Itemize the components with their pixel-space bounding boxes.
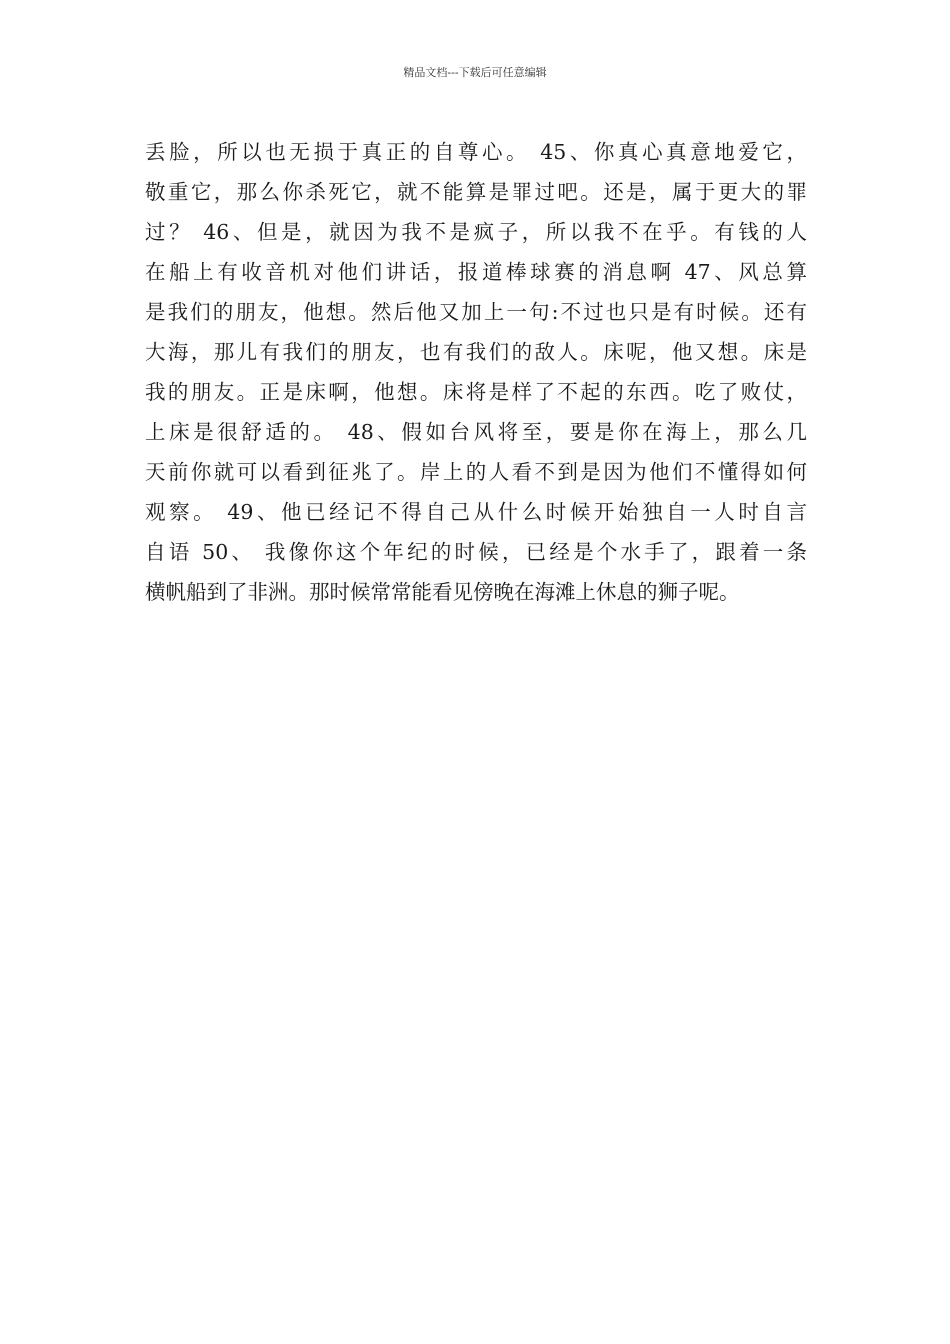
text-line: 是我们的朋友，他想。然后他又加上一句:不过也只是有时候。还有 <box>145 300 807 324</box>
text-line: 大海，那儿有我们的朋友，也有我们的敌人。床呢，他又想。床是 <box>145 340 807 364</box>
body-text <box>145 132 807 612</box>
text-line: 上床是很舒适的。 48、假如台风将至，要是你在海上，那么几 <box>145 420 807 444</box>
text-line: 敬重它，那么你杀死它，就不能算是罪过吧。还是，属于更大的罪 <box>145 180 807 204</box>
text-line: 丢脸，所以也无损于真正的自尊心。 45、你真心真意地爱它， <box>145 140 807 164</box>
text-line: 自语 50、 我像你这个年纪的时候，已经是个水手了，跟着一条 <box>145 540 807 564</box>
text-line: 天前你就可以看到征兆了。岸上的人看不到是因为他们不懂得如何 <box>145 460 807 484</box>
text-line: 在船上有收音机对他们讲话，报道棒球赛的消息啊 47、风总算 <box>145 260 807 284</box>
text-line: 我的朋友。正是床啊，他想。床将是样了不起的东西。吃了败仗， <box>145 380 807 404</box>
page-header: 精品文档---下载后可任意编辑 <box>403 66 547 79</box>
text-line: 过？ 46、但是，就因为我不是疯子，所以我不在乎。有钱的人 <box>145 220 807 244</box>
text-line-last: 横帆船到了非洲。那时候常常能看见傍晚在海滩上休息的狮子呢。 <box>145 580 740 604</box>
text-line: 观察。 49、他已经记不得自己从什么时候开始独自一人时自言 <box>145 500 807 524</box>
